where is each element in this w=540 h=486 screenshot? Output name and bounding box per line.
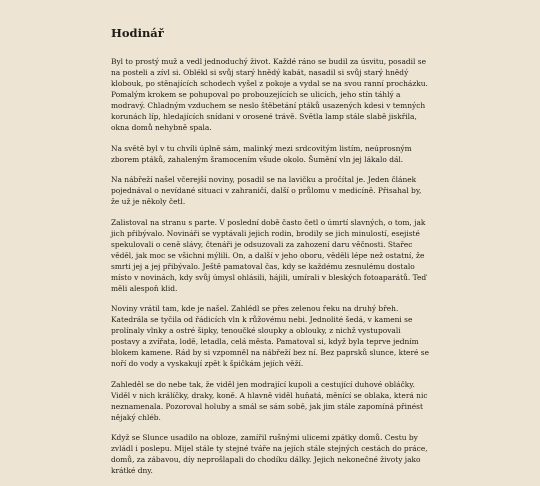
paragraph-1: Byl to prostý muž a vedl jednoduchý život. Každé ráno se budil za úsvitu, posadil se na posteli a zívl si. Oblékl si svůj starý hnědý kabát, nasadil si svůj starý hnědý klobouk, po stěnajících schodech vyšel z pokoje a vydal se na svou ranní procházku. Pomalým krokem se pohupoval po probouzejících se ulicích, jeho stín táhlý a modravý. Chladným vzduchem se neslo štěbetání ptáků usazených kdesi v temných korunách líp, hledajících snídani v orosené trávě. Světla lamp stále slabě jiskřila, okna domů nehybně spala.: [111, 57, 428, 132]
article: [111, 26, 429, 486]
paragraph-2: Na světě byl v tu chvíli úplně sám, malinký mezi srdcovitým listím, neúprosným zborem ptáků, zahaleným šramocením všude okolo. Šumění vln jej lákalo dál.: [111, 143, 412, 164]
paragraph-6: Zahleděl se do nebe tak, že viděl jen modrající kupoli a cestující duhové obláčky. Viděl v nich králíčky, draky, koně. A hlavně viděl huňatá, měnící se oblaka, která nic neznamenala. Pozoroval holuby a smál se sám sobě, jak jim stále zapomíná přinést nějaký chléb.: [111, 379, 428, 422]
paragraph-7: Když se Slunce usadilo na obloze, zamířil rušnými ulicemi zpátky domů. Cestu by zvládl i poslepu. Mijel stále ty stejné tváře na jejích stále stejných cestách do práce, domů, za zábavou, díy neprošlapali do chodíku dálky. Jejich nekonečné životy jako krátké dny.: [111, 433, 428, 475]
paragraph-3: Na nábřeží našel včerejší noviny, posadil se na lavičku a pročítal je. Jeden článek pojednával o nevídané situaci v zahraničí, další o průlomu v medicíně. Přisahal by, že už je několy četl.: [111, 175, 422, 206]
paragraph-5: Noviny vrátil tam, kde je našel. Zahlédl se přes zelenou řeku na druhý břeh. Katedrála se tyčila od řádicích vln k růžovému nebi. Jednolité šedá, v kameni se prolínaly vlnky a ostré šipky, tenoučké sloupky a oblouky, z nichž vystupovali postavy a zvířata, lodě, letadla, celá města. Pamatoval si, když byla teprve jedním blokem kamene. Rád by si vzpomněl na nábřeží bez ní. Bez paprsků slunce, které se noří do vody a vyskakují zpět k špičkám jejích věží.: [111, 304, 430, 368]
paragraph-4: Zalistoval na stranu s parte. V poslední době často četl o úmrtí slavných, o tom, jak jich přibývalo. Novináři se vyptávali jejich rodin, brodily se jich minulostí, esejisté spekulovali o ceně slávy, čtenáři je odsuzovali za zahození daru věčnosti. Stařec věděl, jak moc se všichni mýlili. On, a další v jeho oboru, věděli lépe než ostatní, že smrti jej a jej přibývalo. Ještě pamatoval čas, kdy se každému zesnulému dostalo místo v novinách, kdy svůj úmysl ohlásili, hájili, umírali v bleských fotoaparátů. Teď měli alespoň klid.: [111, 217, 427, 293]
article-title: Hodinář: [111, 26, 164, 40]
